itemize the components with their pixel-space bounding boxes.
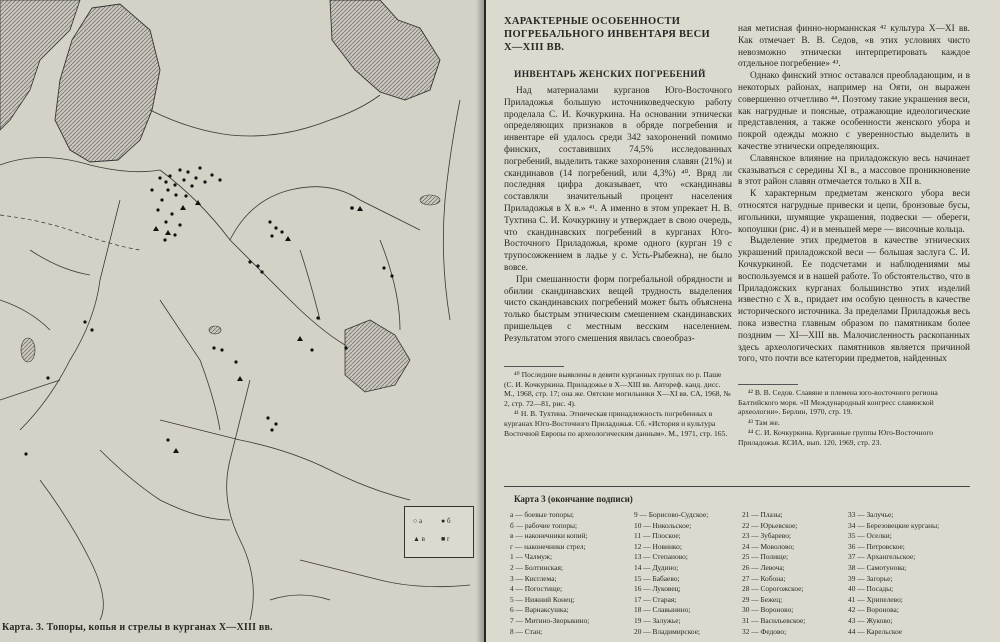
legend-entry: 28 — Сорогожское; bbox=[742, 584, 804, 594]
paragraph: Славянское влияние на приладожскую весь начинает сказываться с середины XI в., а массовое проникновение в этот район славян отмечается только в XII в. bbox=[738, 153, 970, 188]
paragraph: Однако финский этнос оставался преобладающим, и в некоторых районах, например на Ояти, он выражен совершенно отчетливо ⁴⁴. Поэтому такие украшения веси, как нагрудные и поясные, отражающие идеологические представления, а также особенности женского убора и покрой одежды можно с уверенностью выделить в качестве этнически определяющих. bbox=[738, 71, 970, 152]
legend-entry: 30 — Вороново; bbox=[742, 605, 794, 615]
legend-entry: 17 — Старая; bbox=[634, 594, 677, 604]
legend-entry: 2 — Болтинская; bbox=[510, 562, 563, 572]
legend-entry: 22 — Юрьевское; bbox=[742, 520, 798, 530]
paragraph: Выделение этих предметов в качестве этнических украшений приладожской веси — большая заслуга С. И. Кочкуркиной. Ее подсчетами и наблюдениями мы воспользуемся и в нашей работе. То обстоятельство, что в Приладожских курганах большинство этих изделий известно с X в., придает им особую ценность в качестве исторического источника. За пределами Приладожья весь пока известна главным образом по памятникам более поздним — XI—XIII вв. Малочисленность раскопанных здесь археологических памятников является причиной того, что почти все категории предметов, найденных bbox=[738, 236, 970, 365]
legend-entry: 20 — Владимирское; bbox=[634, 626, 701, 636]
legend-entry: в — наконечники копий; bbox=[510, 531, 588, 541]
footnote-rule-right bbox=[738, 384, 798, 385]
legend-entry: 15 — Бабаево; bbox=[634, 573, 680, 583]
legend-symbol-a: ○ а bbox=[413, 517, 423, 525]
paragraph: ная метисная финно-норманнская ⁴² культура X—XI вв. Как отмечает В. В. Седов, «в этих условиях чисто невозможно этнически интерпретировать каждое отдельное погребение» ⁴³. bbox=[738, 24, 970, 70]
legend-entry: 21 — Плазы; bbox=[742, 510, 783, 519]
legend-column-4 bbox=[848, 510, 939, 637]
map-legend-box bbox=[404, 506, 474, 558]
title-line-1: ХАРАКТЕРНЫЕ ОСОБЕННОСТИ bbox=[504, 16, 681, 27]
legend-entry: 37 — Архангельское; bbox=[848, 552, 916, 562]
footnote-40: ⁴⁰ Последние выявлены в девяти курганных группах по р. Паше (С. И. Кочкуркина. Приладожье в X—XIII вв. Автореф. канд. дисс. М., 1968, стр. 17; она же. Оятские могильники X—XI вв. СА, 1968, № 2, стр. 72—81, рис. 4). bbox=[504, 370, 731, 408]
footnotes-right bbox=[738, 388, 970, 449]
map-caption-title: Карта 3 (окончание подписи) bbox=[514, 494, 633, 504]
title-line-3: X—XIII ВВ. bbox=[504, 42, 565, 53]
legend-symbol-g: ■ г bbox=[441, 535, 450, 543]
legend-entry: 16 — Луковец; bbox=[634, 584, 681, 594]
paragraph: При смешанности форм погребальной обрядности и обилии скандинавских вещей трудность выделения чисто скандинавских погребений может быть объяснена только быстрым этническим смешением скандинавских пришельцев с местным весским населением. Результатом этого смешения явилась своеобраз- bbox=[504, 274, 732, 344]
paragraph: К характерным предметам женского убора веси относятся нагрудные привески и цепи, бронзовые бусы, игольники, шумящие украшения, подвески — обереги, копоушки (рис. 4) и в меньшей мере — височные кольца. bbox=[738, 189, 970, 235]
legend-symbol-v: ▲ в bbox=[413, 535, 425, 543]
legend-entry: 43 — Жуково; bbox=[848, 615, 893, 625]
legend-entry: 34 — Березовецкие курганы; bbox=[848, 520, 940, 530]
footnote-43: ⁴³ Там же. bbox=[748, 417, 780, 427]
legend-entry: б — рабочие топоры; bbox=[510, 520, 578, 530]
lake-beloye bbox=[345, 320, 410, 392]
legend-entry: 35 — Оселки; bbox=[848, 531, 892, 541]
legend-entry: 29 — Бежец; bbox=[742, 594, 783, 604]
footnote-42: ⁴² В. В. Седов. Славяне и племена юго-восточного региона Балтийского моря. «II Международный конгресс славянской археологии». Берлин, 1970, стр. 19. bbox=[738, 388, 938, 417]
legend-entry: 18 — Славынино; bbox=[634, 605, 691, 615]
legend-entry: 36 — Петровское; bbox=[848, 541, 905, 551]
site-markers bbox=[24, 166, 393, 455]
small-lake-1 bbox=[420, 195, 440, 205]
legend-entry: 1 — Чалмуж; bbox=[510, 552, 553, 562]
text-column-right bbox=[738, 24, 970, 366]
legend-entry: 14 — Дудино; bbox=[634, 562, 679, 572]
legend-entry: 39 — Загорье; bbox=[848, 573, 893, 583]
section-heading: ИНВЕНТАРЬ ЖЕНСКИХ ПОГРЕБЕНИЙ bbox=[514, 70, 706, 80]
legend-entry: 6 — Варнаксушка; bbox=[510, 605, 569, 615]
footnote-41: ⁴¹ Н. В. Тухтина. Этническая принадлежность погребенных в курганах Юго-Восточного Приладожья. Сб. «История и культура Восточной Европы по археологическим данным». М., 1971, стр. 165. bbox=[504, 409, 728, 438]
legend-entry: 4 — Погостище; bbox=[510, 584, 563, 594]
legend-entry: 13 — Степаново; bbox=[634, 552, 688, 562]
legend-entry: 33 — Залучье; bbox=[848, 510, 894, 519]
lake-onega bbox=[330, 0, 440, 100]
region-boundary bbox=[0, 215, 140, 250]
legend-entry: а — боевые топоры; bbox=[510, 510, 574, 519]
legend-entry: 41 — Хрипелево; bbox=[848, 594, 903, 604]
legend-entry: 7 — Митино-Зворыкино; bbox=[510, 615, 590, 625]
legend-entry: 5 — Нижний Конец; bbox=[510, 594, 575, 604]
caption-separator bbox=[504, 486, 970, 487]
legend-entry: 9 — Борисово-Судское; bbox=[634, 510, 709, 519]
legend-entry: 25 — Полище; bbox=[742, 552, 789, 562]
text-column-left bbox=[504, 86, 732, 346]
small-lake-3 bbox=[21, 338, 35, 362]
paragraph: Над материалами курганов Юго-Восточного Приладожья большую источниковедческую работу проделала С. И. Кочкуркина. На основании этнически определяющих признаков в обряде погребения и инвентаре ей удалось среди 342 захоронений помимо финских, составивших 74,5% исследованных погребений, выделить также захоронения славян (21%) и скандинавов (14 погребений, или 4,3%) ⁴⁰. Вряд ли последняя цифра доказывает, что «скандинавы составляли значительный процент населения Приладожья в X в.» ⁴¹. А именно в этом упрекает Н. В. Тухтина С. И. Кочкуркину и утверждает в свою очередь, что скандинавских погребений в курганах Юго-Восточного Приладожья, кроме одного (курган 19 с трупосожжением в ладье у с. Усть-Рыбежна), не было вовсе. bbox=[504, 86, 732, 273]
legend-entry: 38 — Самотунова; bbox=[848, 562, 907, 572]
legend-entry: 11 — Плоское; bbox=[634, 531, 681, 541]
legend-entry: 10 — Никольское; bbox=[634, 520, 692, 530]
legend-entry: 23 — Зубарево; bbox=[742, 531, 791, 541]
right-page bbox=[486, 0, 1000, 642]
article-title bbox=[504, 15, 714, 54]
legend-entry: 12 — Новинко; bbox=[634, 541, 682, 551]
title-line-2: ПОГРЕБАЛЬНОГО ИНВЕНТАРЯ ВЕСИ bbox=[504, 29, 710, 40]
legend-entry: 24 — Моволово; bbox=[742, 541, 795, 551]
map-caption: Карта. 3. Топоры, копья и стрелы в курганах X—XIII вв. bbox=[2, 622, 273, 633]
footnote-44: ⁴⁴ С. И. Кочкуркина. Курганные группы Юго-Восточного Приладожья. КСИА, вып. 120, 1969, стр. 23. bbox=[738, 428, 934, 447]
legend-symbol-b: ● б bbox=[441, 517, 451, 525]
legend-entry: 26 — Левоча; bbox=[742, 562, 785, 572]
legend-column-2 bbox=[634, 510, 708, 637]
legend-entry: 32 — Федово; bbox=[742, 626, 787, 636]
footnotes-left bbox=[504, 370, 732, 439]
left-page bbox=[0, 0, 484, 642]
legend-entry: 31 — Васильевское; bbox=[742, 615, 806, 625]
legend-entry: 44 — Карельское bbox=[848, 626, 903, 636]
legend-entry: 8 — Стан; bbox=[510, 626, 543, 636]
legend-column-3 bbox=[742, 510, 805, 637]
legend-entry: 42 — Воронова; bbox=[848, 605, 899, 615]
footnote-rule-left bbox=[504, 366, 564, 367]
legend-entry: г — наконечники стрел; bbox=[510, 541, 586, 551]
legend-column-1 bbox=[510, 510, 589, 637]
legend-entry: 3 — Кисглема; bbox=[510, 573, 557, 583]
legend-entry: 40 — Посады; bbox=[848, 584, 894, 594]
legend-entry: 27 — Кобона; bbox=[742, 573, 786, 583]
small-lake-2 bbox=[209, 326, 221, 334]
legend-entry: 19 — Залужье; bbox=[634, 615, 681, 625]
